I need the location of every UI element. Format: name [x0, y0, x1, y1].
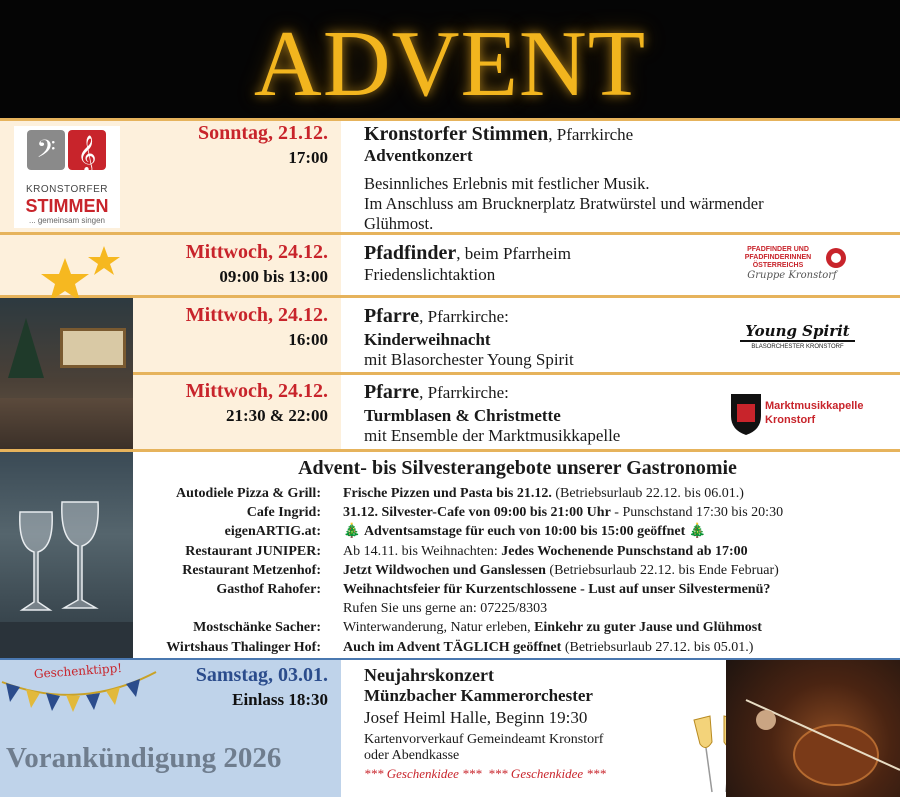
event-title: Adventkonzert: [364, 146, 473, 165]
gastro-name: Cafe Ingrid:: [246, 505, 321, 521]
event-time: 21:30 & 22:00: [226, 406, 328, 425]
offer-highlight: 31.12. Silvester-Cafe von 09:00 bis 21:00 Uhr: [343, 505, 611, 521]
offer-highlight: Auch im Advent TÄGLICH geöffnet: [343, 639, 562, 655]
preview-title: Neujahrskonzert: [364, 665, 494, 685]
event-location: , Pfarrkirche: [548, 125, 634, 144]
gastro-name: Restaurant JUNIPER:: [185, 543, 321, 559]
svg-text:𝄢: 𝄢: [36, 135, 56, 170]
event-date: Sonntag, 21.12.: [197, 122, 328, 144]
divider: [0, 372, 900, 375]
event-details: [364, 305, 574, 370]
divider: [0, 118, 900, 121]
scout-emblem-icon: [825, 247, 847, 269]
logo-line1: PFADFINDER UND: [747, 246, 809, 253]
gastro-row: [135, 580, 900, 599]
desc-line: Im Anschluss am Brucknerplatz Bratwürstel und wärmender: [364, 194, 764, 213]
logo-line2: BLASORCHESTER KRONSTORF: [751, 344, 844, 350]
presale-line: Kartenvorverkauf Gemeindeamt Kronstorf: [364, 732, 604, 747]
offer-highlight: Einkehr zu guter Jause und Glühmost: [534, 620, 762, 636]
logo-line3: ÖSTERREICHS: [752, 262, 804, 269]
gastro-offer: [343, 522, 900, 541]
gastro-offer: [343, 618, 900, 637]
gastro-row: [135, 561, 900, 580]
event-title: Kinderweihnacht: [364, 330, 491, 349]
event-date: Mittwoch, 24.12.: [185, 241, 328, 263]
logo-line1: KRONSTORFER: [26, 184, 108, 195]
offer-detail: - Punschstand 17:30 bis 20:30: [610, 505, 784, 521]
logo-line1: Young Spirit: [740, 322, 855, 342]
event-date: Mittwoch, 24.12.: [185, 304, 328, 326]
violin-photo: [726, 660, 900, 797]
offer-highlight: Weihnachtsfeier für Kurzentschlossene - Lust auf unser Silvestermenü?: [343, 582, 771, 598]
gastro-offer: [343, 599, 900, 618]
offer-detail: Rufen Sie uns gerne an: 07225/8303: [343, 601, 548, 617]
logo-line2: PFADFINDERINNEN: [744, 254, 812, 261]
logo-line2: STIMMEN: [25, 196, 109, 216]
logo-line2: Kronstorf: [765, 414, 816, 426]
gift-idea: *** Geschenkidee *** *** Geschenkidee ***: [364, 766, 606, 781]
preview-details: [364, 665, 603, 764]
logo-line1: Marktmusikkapelle: [765, 400, 864, 412]
desc-line: Besinnliches Erlebnis mit festlicher Musik.: [364, 174, 650, 193]
event-org: Pfarre: [364, 305, 420, 327]
offer-highlight: Adventsamstage für euch von 10:00 bis 15:00 geöffnet: [363, 524, 686, 540]
preview-label: Vorankündigung 2026: [6, 742, 282, 774]
event-details: [364, 123, 764, 234]
preview-presale: [364, 732, 603, 764]
preview-venue: Josef Heiml Halle, Beginn 19:30: [364, 708, 588, 727]
offer-highlight: Jetzt Wildwochen und Ganslessen: [343, 562, 546, 578]
event-time: 16:00: [288, 330, 328, 349]
gastro-offer: [343, 542, 900, 561]
tree-image: [8, 318, 44, 378]
gastro-row: [135, 638, 900, 657]
tree-icon: 🎄: [685, 524, 707, 540]
glass-icon: [0, 452, 133, 658]
gastro-row: [135, 503, 900, 522]
event-location: , beim Pfarrheim: [456, 244, 571, 263]
gastro-name: Restaurant Metzenhof:: [182, 562, 321, 578]
gastro-name: [135, 599, 343, 618]
pfadfinder-logo: [733, 243, 851, 287]
event-org: Kronstorfer Stimmen: [364, 123, 549, 145]
event-desc: [364, 174, 764, 234]
gastro-row: [135, 599, 900, 618]
gastro-offer: [343, 638, 900, 657]
gastro-row: [135, 542, 900, 561]
page-title: ADVENT: [253, 12, 647, 116]
offer-detail: (Betriebsurlaub 22.12. bis 06.01.): [551, 486, 744, 501]
young-spirit-logo: [730, 320, 858, 356]
gastro-list: [135, 484, 900, 657]
offer-detail: (Betriebsurlaub 27.12. bis 05.01.): [561, 639, 754, 655]
gift-tip-banner: Geschenktipp!: [33, 660, 123, 682]
gastro-row: [135, 522, 900, 541]
event-desc: mit Blasorchester Young Spirit: [364, 350, 574, 369]
gastro-row: [135, 484, 900, 503]
offer-prefix: Ab 14.11. bis Weihnachten:: [343, 543, 502, 559]
shield-icon: [729, 392, 763, 436]
event-date: Mittwoch, 24.12.: [185, 380, 328, 402]
offer-highlight: Jedes Wochenende Punschstand ab 17:00: [501, 543, 748, 559]
offer-detail: (Betriebsurlaub 22.12. bis Ende Februar): [545, 562, 779, 578]
kronstorfer-stimmen-logo: [14, 126, 120, 228]
wine-glasses-photo: [0, 452, 133, 658]
event-time: 17:00: [288, 148, 328, 167]
event-org: Pfarre: [364, 381, 420, 403]
event-location: , Pfarrkirche:: [419, 383, 509, 402]
gastro-name: eigenARTIG.at:: [224, 524, 321, 540]
gastro-offer: [343, 561, 900, 580]
event-desc: mit Ensemble der Marktmusikkapelle: [364, 426, 621, 445]
desc-line: Glühmost.: [364, 214, 434, 233]
preview-date: Samstag, 03.01.: [195, 664, 328, 686]
preview-time: Einlass 18:30: [232, 690, 328, 709]
svg-text:𝄞: 𝄞: [77, 134, 97, 172]
divider: [0, 449, 900, 452]
event-time: 09:00 bis 13:00: [219, 267, 328, 286]
logo-line4: Gruppe Kronstorf: [747, 270, 837, 281]
gastro-offer: [343, 484, 900, 503]
gastro-name: Mostschänke Sacher:: [193, 620, 321, 636]
gastro-title: Advent- bis Silvesterangebote unserer Gastronomie: [298, 457, 737, 479]
presale-line: oder Abendkasse: [364, 748, 460, 763]
event-title: Friedenslichtaktion: [364, 265, 496, 284]
event-title: Turmblasen & Christmette: [364, 406, 561, 425]
tree-icon: 🎄: [343, 524, 364, 540]
header-banner: [0, 0, 900, 118]
gastro-name: Autodiele Pizza & Grill:: [175, 486, 321, 501]
divider: [0, 295, 900, 298]
preview-subtitle: Münzbacher Kammerorchester: [364, 686, 593, 705]
marktmusikkapelle-logo: [727, 390, 867, 438]
violin-icon: [726, 660, 900, 797]
gastro-offer: [343, 580, 900, 599]
event-location: , Pfarrkirche:: [419, 307, 509, 326]
offer-highlight: Frische Pizzen und Pasta bis 21.12.: [343, 486, 552, 501]
event-details: [364, 381, 620, 446]
event-details: [364, 242, 571, 285]
gastro-name: Wirtshaus Thalinger Hof:: [166, 639, 321, 655]
gastro-row: [135, 618, 900, 637]
offer-prefix: Winterwanderung, Natur erleben,: [343, 620, 535, 636]
logo-line3: ... gemeinsam singen: [28, 216, 106, 225]
gastro-offer: [343, 503, 900, 522]
gastro-name: Gasthof Rahofer:: [216, 582, 321, 598]
event-org: Pfadfinder: [364, 242, 457, 264]
